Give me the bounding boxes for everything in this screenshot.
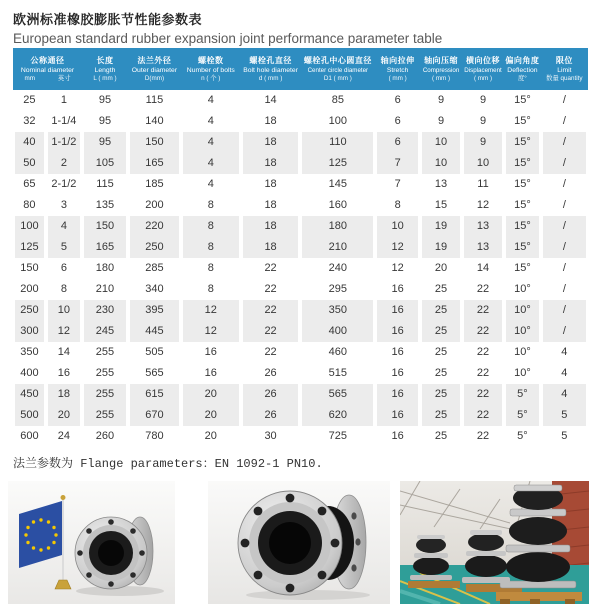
table-cell: 50: [13, 153, 46, 174]
table-cell: 18: [241, 153, 301, 174]
table-cell: 110: [300, 132, 375, 153]
table-row: [13, 174, 588, 195]
expansion-joint-front-view: [238, 491, 366, 595]
table-cell: 22: [462, 342, 504, 363]
column-displacement: [462, 48, 504, 90]
table-cell: /: [541, 300, 588, 321]
table-cell: 15°: [504, 90, 541, 111]
table-cell: 22: [462, 426, 504, 447]
table-cell: 450: [13, 384, 46, 405]
table-cell: 15°: [504, 216, 541, 237]
table-cell: 255: [82, 405, 128, 426]
column-outer-diameter: [128, 48, 181, 90]
table-cell: 160: [300, 195, 375, 216]
column-label-en: Displacement: [464, 66, 502, 74]
table-row: [13, 237, 588, 258]
column-label-zh: 法兰外径: [137, 55, 172, 65]
table-cell: 20: [46, 405, 82, 426]
table-cell: 245: [82, 321, 128, 342]
table-cell: 8: [375, 195, 420, 216]
table-cell: 9: [420, 111, 462, 132]
column-number-of-bolts: [181, 48, 241, 90]
table-cell: 10°: [504, 321, 541, 342]
table-cell: 1-1/2: [46, 132, 82, 153]
table-cell: 4: [541, 363, 588, 384]
table-cell: 615: [128, 384, 181, 405]
table-cell: 16: [375, 405, 420, 426]
table-row: [13, 426, 588, 447]
table-cell: 12: [181, 321, 241, 342]
table-cell: 285: [128, 258, 181, 279]
table-cell: 16: [46, 363, 82, 384]
table-cell: 9: [462, 132, 504, 153]
table-cell: 140: [128, 111, 181, 132]
table-cell: 4: [181, 132, 241, 153]
table-cell: 4: [541, 384, 588, 405]
table-cell: 620: [300, 405, 375, 426]
column-label-en: Number of bolts: [186, 66, 235, 74]
column-bolt-hole-diameter: [241, 48, 301, 90]
table-row: [13, 279, 588, 300]
table-cell: 180: [300, 216, 375, 237]
table-cell: 300: [13, 321, 46, 342]
table-cell: 200: [128, 195, 181, 216]
table-row: [13, 321, 588, 342]
table-cell: 16: [375, 300, 420, 321]
table-cell: 210: [300, 237, 375, 258]
table-cell: 18: [241, 132, 301, 153]
page-title-en: European standard rubber expansion joint performance parameter table: [13, 31, 443, 46]
table-cell: 115: [82, 174, 128, 195]
column-label-zh: 螺栓孔直径: [249, 55, 292, 65]
column-limit: [541, 48, 588, 90]
table-cell: 8: [46, 279, 82, 300]
table-cell: 230: [82, 300, 128, 321]
table-cell: 350: [13, 342, 46, 363]
column-label-zh: 螺栓孔中心圆直径: [303, 55, 372, 65]
table-cell: 22: [241, 342, 301, 363]
column-label-en: Compression: [422, 66, 460, 74]
table-cell: 185: [128, 174, 181, 195]
table-cell: 8: [181, 258, 241, 279]
column-center-circle-diameter: [300, 48, 375, 90]
table-cell: 670: [128, 405, 181, 426]
table-cell: 445: [128, 321, 181, 342]
photo-warehouse-stock: [400, 481, 589, 604]
table-body: [13, 90, 588, 447]
table-cell: 10: [375, 216, 420, 237]
table-cell: 95: [82, 90, 128, 111]
table-cell: 2-1/2: [46, 174, 82, 195]
table-cell: 14: [241, 90, 301, 111]
table-cell: 165: [128, 153, 181, 174]
table-row: [13, 405, 588, 426]
table-cell: 2: [46, 153, 82, 174]
column-label-sub: ( mm ): [431, 74, 451, 82]
table-cell: 295: [300, 279, 375, 300]
table-cell: 165: [82, 237, 128, 258]
table-row: [13, 384, 588, 405]
table-row: [13, 342, 588, 363]
table-cell: 26: [241, 363, 301, 384]
table-cell: 80: [13, 195, 46, 216]
table-cell: 150: [13, 258, 46, 279]
table-cell: 460: [300, 342, 375, 363]
table-header: [13, 48, 588, 90]
table-cell: 25: [420, 384, 462, 405]
column-label-en: Outer diameter: [131, 66, 178, 74]
table-cell: 20: [181, 426, 241, 447]
table-cell: 22: [462, 279, 504, 300]
page-header: [13, 9, 442, 46]
table-cell: 9: [420, 90, 462, 111]
column-label-sub: L ( mm ): [93, 74, 117, 82]
table-cell: 25: [13, 90, 46, 111]
table-cell: 25: [420, 300, 462, 321]
table-cell: 4: [181, 90, 241, 111]
table-cell: 100: [13, 216, 46, 237]
table-cell: 5°: [504, 384, 541, 405]
table-cell: 500: [13, 405, 46, 426]
table-cell: 250: [13, 300, 46, 321]
table-cell: /: [541, 174, 588, 195]
column-label-zh: 轴向压缩: [424, 55, 459, 65]
table-cell: 22: [462, 405, 504, 426]
table-cell: 250: [128, 237, 181, 258]
table-cell: 515: [300, 363, 375, 384]
table-cell: 10: [420, 153, 462, 174]
column-label-zh: 偏向角度: [505, 55, 540, 65]
warehouse-illustration: [400, 481, 589, 604]
table-cell: /: [541, 132, 588, 153]
column-label-en: Limit: [557, 66, 572, 74]
table-row: [13, 90, 588, 111]
table-cell: 3: [46, 195, 82, 216]
table-row: [13, 258, 588, 279]
column-compression: [420, 48, 462, 90]
table-cell: /: [541, 153, 588, 174]
table-cell: 65: [13, 174, 46, 195]
table-cell: 25: [420, 426, 462, 447]
table-cell: 16: [375, 342, 420, 363]
unit-mm: mm: [24, 74, 35, 82]
column-label-zh: 横向位移: [466, 55, 501, 65]
table-cell: /: [541, 237, 588, 258]
table-cell: 22: [241, 258, 301, 279]
table-cell: 18: [241, 174, 301, 195]
table-cell: 6: [375, 90, 420, 111]
table-cell: 12: [46, 321, 82, 342]
table-cell: 22: [241, 279, 301, 300]
table-cell: 125: [13, 237, 46, 258]
table-cell: 13: [462, 237, 504, 258]
table-cell: 10: [46, 300, 82, 321]
table-cell: 10: [462, 153, 504, 174]
table-cell: 12: [181, 300, 241, 321]
column-label-en: Center circle diameter: [307, 66, 369, 74]
table-cell: 22: [462, 321, 504, 342]
column-label-sub: 数量 quantity: [546, 74, 583, 82]
column-label-en: Length: [94, 66, 116, 74]
table-cell: 25: [420, 321, 462, 342]
table-cell: 26: [241, 384, 301, 405]
table-cell: 22: [241, 300, 301, 321]
parameter-table: [13, 48, 588, 447]
table-cell: 350: [300, 300, 375, 321]
table-cell: 210: [82, 279, 128, 300]
table-cell: 18: [241, 195, 301, 216]
table-cell: 19: [420, 237, 462, 258]
column-label-sub: d ( mm ): [258, 74, 283, 82]
table-cell: 26: [241, 405, 301, 426]
table-cell: /: [541, 216, 588, 237]
table-cell: /: [541, 321, 588, 342]
flange-parameters-note: 法兰参数为 Flange parameters：EN 1092-1 PN10.: [13, 457, 323, 471]
table-cell: 16: [375, 363, 420, 384]
column-label-sub: ( mm ): [473, 74, 493, 82]
table-cell: 8: [181, 279, 241, 300]
table-cell: 5°: [504, 405, 541, 426]
table-cell: 16: [375, 426, 420, 447]
table-cell: 7: [375, 174, 420, 195]
table-cell: /: [541, 258, 588, 279]
table-cell: 85: [300, 90, 375, 111]
table-cell: 4: [541, 342, 588, 363]
table-row: [13, 132, 588, 153]
table-cell: 25: [420, 279, 462, 300]
column-label-zh: 螺栓数: [198, 55, 224, 65]
table-cell: 1: [46, 90, 82, 111]
photo-eu-flag-with-joint: [8, 481, 175, 604]
expansion-joint-side-view: [75, 517, 153, 589]
table-cell: 8: [181, 216, 241, 237]
table-cell: 4: [181, 111, 241, 132]
table-cell: 115: [128, 90, 181, 111]
table-cell: 95: [82, 111, 128, 132]
table-cell: 125: [300, 153, 375, 174]
table-cell: 22: [462, 300, 504, 321]
table-cell: 725: [300, 426, 375, 447]
page-title-zh: 欧洲标准橡胶膨胀节性能参数表: [13, 12, 203, 27]
table-cell: 260: [82, 426, 128, 447]
table-cell: 5: [541, 405, 588, 426]
table-cell: 22: [462, 384, 504, 405]
table-cell: /: [541, 90, 588, 111]
table-cell: 400: [300, 321, 375, 342]
table-cell: 20: [181, 384, 241, 405]
table-cell: 12: [462, 195, 504, 216]
table-cell: 18: [241, 216, 301, 237]
table-cell: 19: [420, 216, 462, 237]
table-cell: 10°: [504, 342, 541, 363]
table-row: [13, 111, 588, 132]
table-cell: 8: [181, 195, 241, 216]
table-cell: 20: [181, 405, 241, 426]
table-cell: 15°: [504, 237, 541, 258]
column-label-en: Deflection: [507, 66, 538, 74]
column-length: [82, 48, 128, 90]
table-cell: 4: [46, 216, 82, 237]
table-cell: 240: [300, 258, 375, 279]
table-cell: 200: [13, 279, 46, 300]
eu-flag-joint-illustration: [8, 481, 175, 604]
column-sub-units: [13, 75, 82, 83]
table-cell: 22: [462, 363, 504, 384]
table-cell: 395: [128, 300, 181, 321]
table-row: [13, 195, 588, 216]
table-cell: 180: [82, 258, 128, 279]
column-deflection: [504, 48, 541, 90]
table-cell: 15°: [504, 153, 541, 174]
table-cell: 13: [420, 174, 462, 195]
column-label-zh: 限位: [555, 55, 573, 65]
table-cell: 255: [82, 363, 128, 384]
table-cell: 14: [462, 258, 504, 279]
table-cell: 780: [128, 426, 181, 447]
column-label-sub: n ( 个 ): [201, 74, 221, 82]
table-cell: 30: [241, 426, 301, 447]
table-cell: 150: [128, 132, 181, 153]
table-cell: 5°: [504, 426, 541, 447]
table-cell: 220: [128, 216, 181, 237]
table-cell: 32: [13, 111, 46, 132]
table-cell: 5: [46, 237, 82, 258]
column-nominal-diameter: [13, 48, 82, 90]
table-cell: 18: [241, 237, 301, 258]
column-label-sub: 度°: [518, 74, 527, 82]
joint-closeup-illustration: [208, 481, 390, 604]
table-cell: 565: [128, 363, 181, 384]
table-cell: 10°: [504, 363, 541, 384]
table-cell: 12: [375, 237, 420, 258]
column-label-sub: ( mm ): [388, 74, 407, 82]
table-cell: 150: [82, 216, 128, 237]
table-cell: 4: [181, 174, 241, 195]
table-cell: 18: [46, 384, 82, 405]
column-label-en: Nominal diameter: [20, 66, 75, 74]
table-cell: 16: [375, 384, 420, 405]
table-cell: 15°: [504, 111, 541, 132]
table-cell: 6: [46, 258, 82, 279]
table-cell: 11: [462, 174, 504, 195]
table-row: [13, 153, 588, 174]
table-cell: 135: [82, 195, 128, 216]
table-cell: 6: [375, 132, 420, 153]
table-cell: 9: [462, 90, 504, 111]
column-label-sub: D(mm): [144, 74, 165, 82]
table-cell: 5: [541, 426, 588, 447]
table-cell: 9: [462, 111, 504, 132]
column-label-en: Stretch: [386, 66, 409, 74]
table-cell: 565: [300, 384, 375, 405]
table-cell: 100: [300, 111, 375, 132]
table-cell: 255: [82, 342, 128, 363]
table-cell: 16: [375, 279, 420, 300]
table-cell: 25: [420, 363, 462, 384]
table-cell: 25: [420, 405, 462, 426]
photo-joint-closeup: [208, 481, 390, 604]
column-label-zh: 长度: [96, 55, 114, 65]
table-cell: 400: [13, 363, 46, 384]
table-cell: 15°: [504, 258, 541, 279]
table-cell: 40: [13, 132, 46, 153]
table-cell: 7: [375, 153, 420, 174]
column-label-zh: 公称通径: [30, 55, 65, 65]
table-cell: 18: [241, 111, 301, 132]
table-cell: 600: [13, 426, 46, 447]
table-cell: 10°: [504, 300, 541, 321]
table-cell: 20: [420, 258, 462, 279]
column-label-en: Bolt hole diameter: [243, 66, 298, 74]
table-cell: 10: [420, 132, 462, 153]
table-cell: 15°: [504, 132, 541, 153]
table-cell: 24: [46, 426, 82, 447]
table-cell: 15: [420, 195, 462, 216]
table-cell: 340: [128, 279, 181, 300]
table-cell: 15°: [504, 195, 541, 216]
table-cell: 255: [82, 384, 128, 405]
table-row: [13, 363, 588, 384]
table-cell: 10°: [504, 279, 541, 300]
table-cell: /: [541, 111, 588, 132]
table-row: [13, 216, 588, 237]
column-stretch: [375, 48, 420, 90]
table-cell: 4: [181, 153, 241, 174]
unit-inch: 英寸: [57, 74, 71, 82]
table-cell: 25: [420, 342, 462, 363]
table-cell: /: [541, 279, 588, 300]
column-label-zh: 轴向拉伸: [380, 55, 415, 65]
table-cell: 6: [375, 111, 420, 132]
table-cell: 13: [462, 216, 504, 237]
table-cell: 95: [82, 132, 128, 153]
table-cell: 16: [181, 363, 241, 384]
table-cell: 16: [181, 342, 241, 363]
table-cell: 22: [241, 321, 301, 342]
table-cell: 505: [128, 342, 181, 363]
table-cell: 14: [46, 342, 82, 363]
table-cell: 8: [181, 237, 241, 258]
table-cell: 16: [375, 321, 420, 342]
table-row: [13, 300, 588, 321]
table-cell: 15°: [504, 174, 541, 195]
table-cell: /: [541, 195, 588, 216]
table-cell: 145: [300, 174, 375, 195]
table-cell: 105: [82, 153, 128, 174]
table-cell: 1-1/4: [46, 111, 82, 132]
table-cell: 12: [375, 258, 420, 279]
column-label-sub: D1 ( mm ): [323, 74, 352, 82]
